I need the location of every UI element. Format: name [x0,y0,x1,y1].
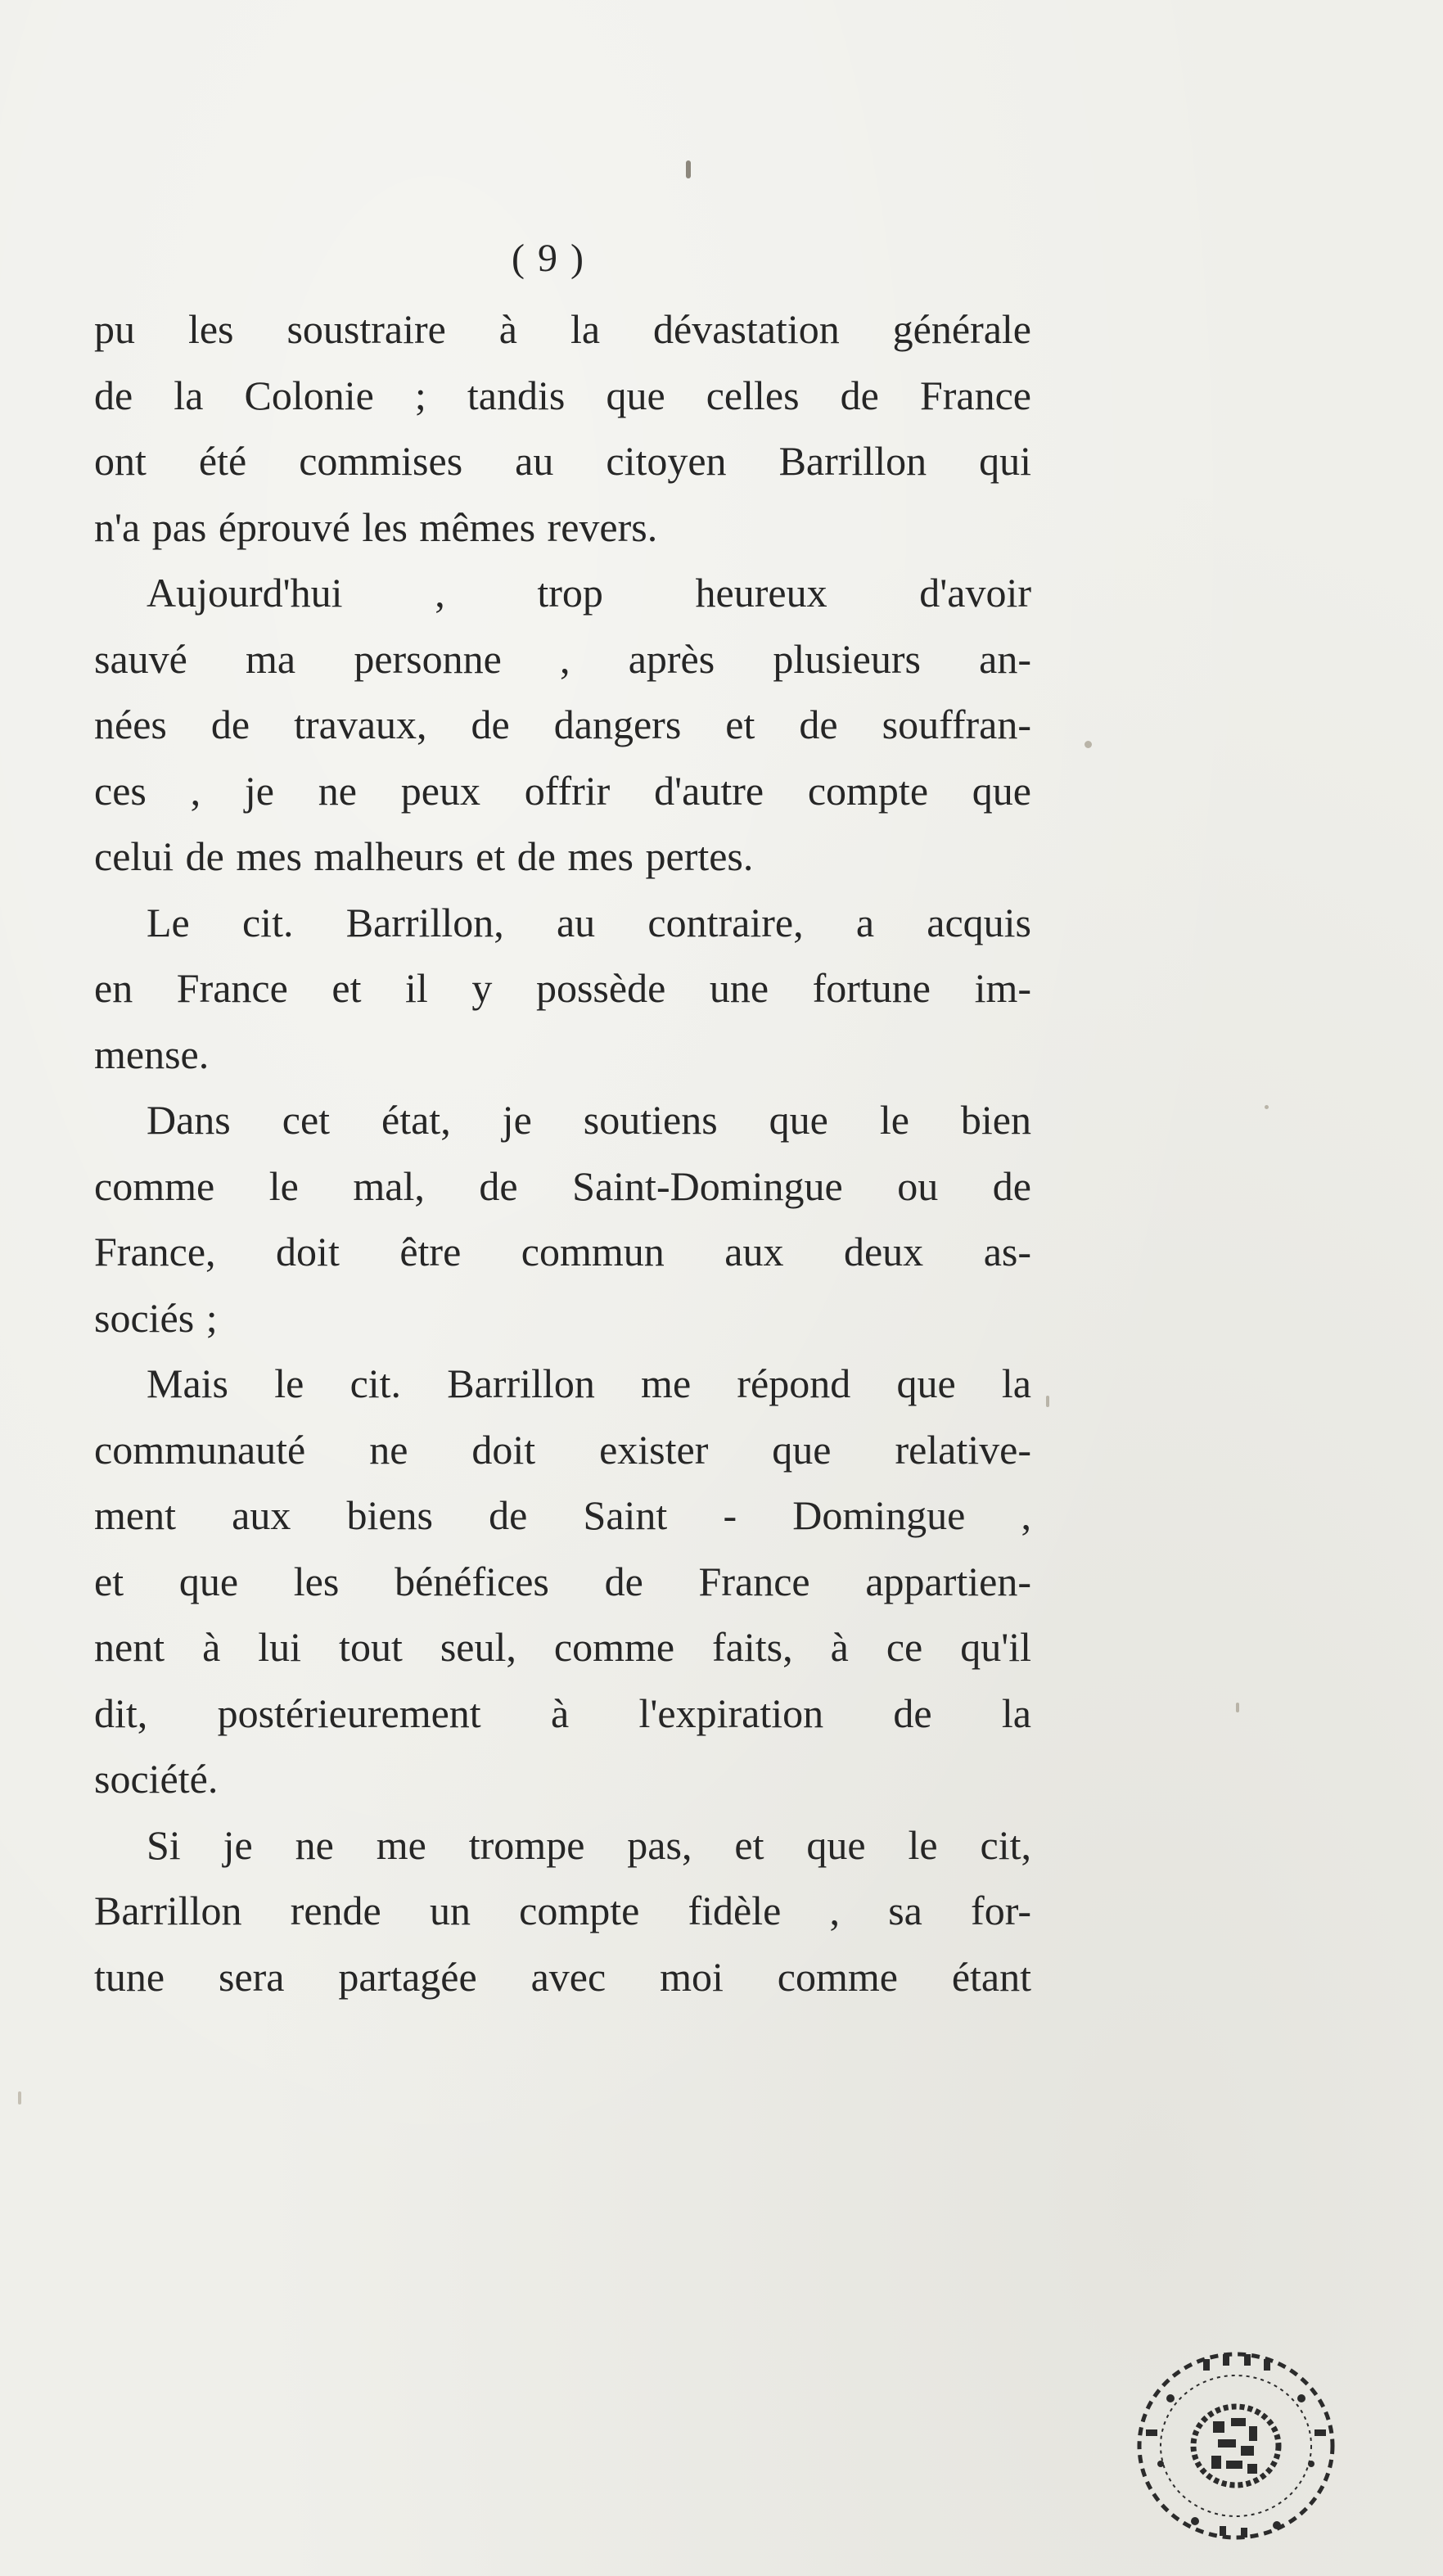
paper-speck [1085,741,1092,748]
body-text [94,296,1031,2010]
text-line: France, doit être commun aux deux as- [94,1229,1031,1274]
text-line: comme le mal, de Saint-Domingue ou de [94,1162,1031,1209]
text-line: sauvé ma personne , après plusieurs an- [94,635,1031,682]
paper-speck [1046,1396,1049,1407]
text-line: tune sera partagée avec moi comme étant [94,1953,1031,2000]
paper-speck [1265,1105,1269,1109]
text-line: Aujourd'hui , trop heureux d'avoir [147,570,1031,616]
text-line: celui de mes malheurs et de mes pertes. [94,833,754,879]
text-line: nées de travaux, de dangers et de souffran- [94,702,1031,747]
text-line: sociés ; [94,1294,218,1341]
text-line: n'a pas éprouvé les mêmes revers. [94,503,658,550]
text-line: Dans cet état, je soutiens que le bien [147,1097,1031,1143]
page-number: ( 9 ) [512,237,585,280]
text-line: et que les bénéfices de France appartien- [94,1558,1031,1604]
text-line: ont été commises au citoyen Barrillon qui [94,438,1031,484]
text-line: Le cit. Barrillon, au contraire, a acquis [147,899,1031,945]
text-line: de la Colonie ; tandis que celles de France [94,372,1031,418]
text-line: ment aux biens de Saint - Domingue , [94,1492,1031,1538]
text-line: Mais le cit. Barrillon me répond que la [147,1360,1031,1406]
text-line: pu les soustraire à la dévastation générale [94,306,1031,352]
text-line: Si je ne me trompe pas, et que le cit, [147,1821,1031,1868]
text-line: Barrillon rende un compte fidèle , sa for- [94,1888,1031,1933]
paper-speck [18,2091,21,2105]
library-stamp-icon [1121,2341,1351,2550]
text-line: communauté ne doit exister que relative- [94,1426,1031,1473]
text-line: mense. [94,1031,210,1077]
text-line: société. [94,1756,219,1802]
paper-speck [686,160,691,178]
text-line: en France et il y possède une fortune im- [94,965,1031,1011]
paper-speck [1236,1703,1239,1712]
text-line: nent à lui tout seul, comme faits, à ce qu'il [94,1624,1031,1670]
text-line: ces , je ne peux offrir d'autre compte que [94,767,1031,814]
text-line: dit, postérieurement à l'expiration de la [94,1690,1031,1736]
